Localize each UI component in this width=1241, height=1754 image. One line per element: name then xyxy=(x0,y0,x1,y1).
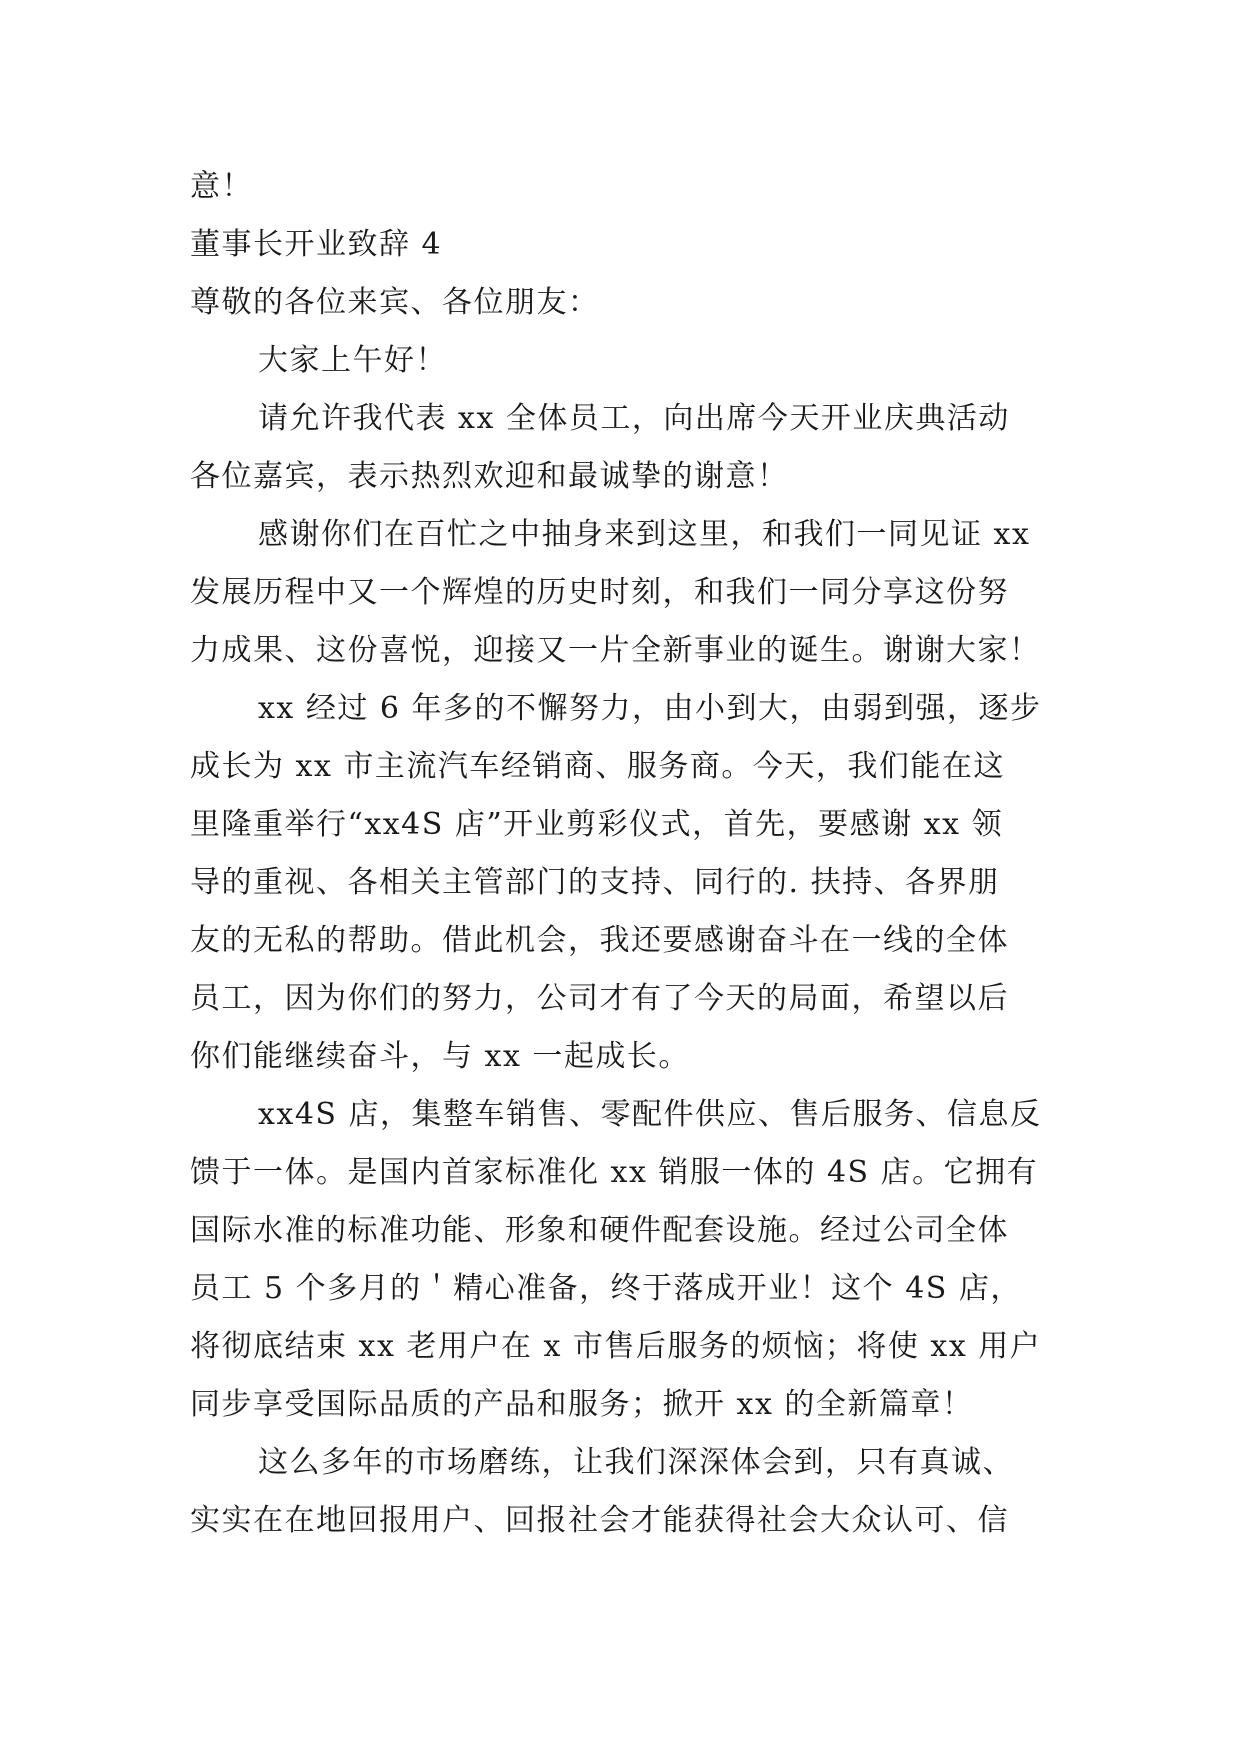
text-line: 友的无私的帮助。借此机会，我还要感谢奋斗在一线的全体 xyxy=(190,923,1009,958)
text-line: 里隆重举行“xx4S 店”开业剪彩仪式，首先，要感谢 xx 领 xyxy=(190,807,1004,842)
text-line: 各位嘉宾，表示热烈欢迎和最诚挚的谢意！ xyxy=(190,459,789,494)
text-line: 尊敬的各位来宾、各位朋友： xyxy=(190,285,600,320)
document-body xyxy=(190,158,1051,1550)
text-line: 你们能继续奋斗，与 xx 一起成长。 xyxy=(190,1039,690,1074)
text-line: 意！ xyxy=(190,169,253,204)
text-line: 感谢你们在百忙之中抽身来到这里，和我们一同见证 xx xyxy=(258,517,1031,552)
text-line: 员工 5 个多月的＇精心准备，终于落成开业！这个 4S 店， xyxy=(190,1271,1022,1306)
text-line: 国际水准的标准功能、形象和硬件配套设施。经过公司全体 xyxy=(190,1213,1009,1248)
text-line: 同步享受国际品质的产品和服务；掀开 xx 的全新篇章！ xyxy=(190,1387,974,1422)
text-line: 董事长开业致辞 4 xyxy=(190,227,443,262)
text-line: 实实在在地回报用户、回报社会才能获得社会大众认可、信 xyxy=(190,1503,1009,1538)
text-line: 员工，因为你们的努力，公司才有了今天的局面，希望以后 xyxy=(190,981,1009,1016)
text-line: 发展历程中又一个辉煌的历史时刻，和我们一同分享这份努 xyxy=(190,575,1009,610)
text-line: 大家上午好！ xyxy=(258,343,447,378)
text-line: 馈于一体。是国内首家标准化 xx 销服一体的 4S 店。它拥有 xyxy=(190,1155,1039,1190)
text-line: 这么多年的市场磨练，让我们深深体会到，只有真诚、 xyxy=(258,1445,1014,1480)
text-line: xx4S 店，集整车销售、零配件供应、售后服务、信息反 xyxy=(258,1097,1042,1132)
text-line: 成长为 xx 市主流汽车经销商、服务商。今天，我们能在这 xyxy=(190,749,1005,784)
text-line: 力成果、这份喜悦，迎接又一片全新事业的诞生。谢谢大家！ xyxy=(190,633,1041,668)
text-line: 将彻底结束 xx 老用户在 x 市售后服务的烦恼；将使 xx 用户 xyxy=(190,1329,1042,1364)
text-line: 请允许我代表 xx 全体员工，向出席今天开业庆典活动 xyxy=(258,401,1010,436)
text-line: xx 经过 6 年多的不懈努力，由小到大，由弱到强，逐步 xyxy=(258,691,1042,726)
text-line: 导的重视、各相关主管部门的支持、同行的. 扶持、各界朋 xyxy=(190,865,1000,900)
